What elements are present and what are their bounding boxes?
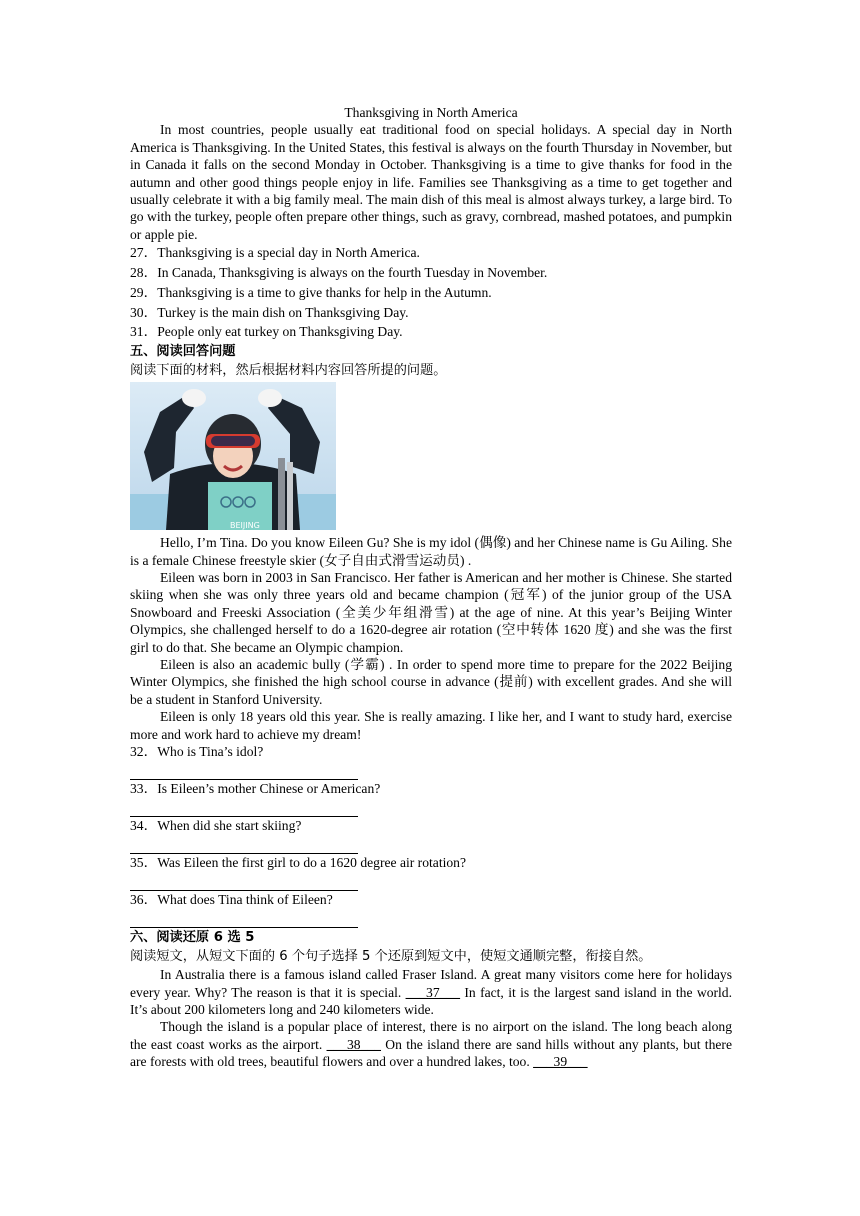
question-text: What does Tina think of Eileen?: [157, 892, 333, 908]
statement-item: [130, 303, 732, 323]
question-item: [130, 891, 732, 909]
statement-item: [130, 243, 732, 263]
text-segment: In Australia there is a famous island called Fraser Island. A great many visitors come here for holidays every year. Why? The reason is that it is special.: [130, 967, 732, 1000]
passage-paragraph: [130, 1018, 732, 1070]
text-segment: On the island there are sand hills without any plants, but there are forests with old trees, beautiful flowers and over a hundred lakes, too.: [130, 1036, 732, 1070]
statement-number: 28．: [130, 265, 158, 281]
skier-photo: [130, 382, 336, 530]
statement-text: In Canada, Thanksgiving is always on the fourth Tuesday in November.: [157, 265, 548, 281]
answer-line[interactable]: [130, 798, 358, 817]
passage-paragraph: In most countries, people usually eat traditional food on special holidays. A special day in North America is Thanksgiving. In the United States, this festival is always on the fourth Thursday in November, but in Canada it falls on the second Monday in October. Thanksgiving is a time to give thanks for food in the autumn and other good things people enjoy in life. Families see Thanksgiving as a time to get together and usually celebrate it with a big family meal. The main dish of this meal is almost always turkey, a large bird. To go with the turkey, people often prepare other things, such as gravy, cornbread, mashed potatoes, and pumpkin or apple pie.: [130, 122, 732, 242]
photo-caption: BEIJING: [230, 521, 260, 531]
statement-text: Thanksgiving is a special day in North America.: [157, 245, 420, 261]
worksheet-page: [130, 104, 732, 1071]
question-item: [130, 817, 732, 835]
statement-text: Thanksgiving is a time to give thanks for help in the Autumn.: [157, 284, 492, 300]
blank-38[interactable]: ___38___: [326, 1036, 381, 1052]
passage-paragraph: Hello, I’m Tina. Do you know Eileen Gu? She is my idol (偶像) and her Chinese name is Gu Ailing. She is a female Chinese freestyle skier (女子自由式滑雪运动员) .: [130, 535, 732, 568]
true-false-list: [130, 243, 732, 342]
passage-paragraph: Eileen was born in 2003 in San Francisco. Her father is American and her mother is Chinese. She started skiing when she was only three years old and became champion (冠军) of the junior group of the USA Snowboard and Freeski Association (全美少年组滑雪) at the age of nine. At this year’s Beijing Winter Olympics, she challenged herself to do a 1620-degree air rotation (空中转体 1620 度) and she was the first girl to do that. She became an Olympic champion.: [130, 570, 732, 655]
question-number: 34．: [130, 818, 158, 834]
text-segment: In fact, it is the largest sand island in the world. It’s about 200 kilometers long and 240 kilometers wide.: [130, 984, 732, 1017]
statement-number: 31．: [130, 324, 158, 340]
passage-title: Thanksgiving in North America: [344, 105, 518, 120]
question-text: Who is Tina’s idol?: [157, 744, 264, 760]
question-list: [130, 743, 732, 928]
statement-text: People only eat turkey on Thanksgiving Day.: [157, 324, 403, 340]
text-segment: Though the island is a popular place of interest, there is no airport on the island. The long beach along the east coast works as the airport.: [130, 1019, 732, 1052]
answer-line[interactable]: [130, 909, 358, 928]
statement-text: Turkey is the main dish on Thanksgiving Day.: [157, 304, 409, 320]
question-text: Was Eileen the first girl to do a 1620 degree air rotation?: [157, 855, 467, 871]
statement-number: 27．: [130, 245, 158, 261]
statement-item: [130, 263, 732, 283]
question-item: [130, 854, 732, 872]
question-item: [130, 780, 732, 798]
section-heading: 五、阅读回答问题: [130, 344, 236, 360]
answer-line[interactable]: [130, 872, 358, 891]
statement-number: 30．: [130, 304, 158, 320]
section-heading: 六、阅读还原 6 选 5: [130, 930, 255, 946]
question-number: 35．: [130, 855, 158, 871]
section-instruction: 阅读短文，从短文下面的 6 个句子选择 5 个还原到短文中，使短文通顺完整，衔接自然。: [130, 949, 652, 965]
passage-paragraph: Eileen is only 18 years old this year. She is really amazing. I like her, and I want to study hard, exercise more and work hard to achieve my dream!: [130, 709, 732, 742]
blank-37[interactable]: ___37___: [405, 984, 461, 1000]
statement-item: [130, 283, 732, 303]
section-instruction: 阅读下面的材料，然后根据材料内容回答所提的问题。: [130, 363, 447, 379]
question-number: 36．: [130, 892, 158, 908]
statement-item: [130, 322, 732, 342]
question-item: [130, 743, 732, 761]
answer-line[interactable]: [130, 835, 358, 854]
answer-line[interactable]: [130, 761, 358, 780]
passage-paragraph: Eileen is also an academic bully (学霸) . In order to spend more time to prepare for the 2022 Beijing Winter Olympics, she finished the high school course in advance (提前) with excellent grades. And she will be a student in Stanford University.: [130, 657, 732, 707]
question-text: Is Eileen’s mother Chinese or American?: [157, 781, 381, 797]
statement-number: 29．: [130, 284, 158, 300]
passage-paragraph: [130, 966, 732, 1018]
question-text: When did she start skiing?: [157, 818, 302, 834]
question-number: 33．: [130, 781, 158, 797]
blank-39[interactable]: ___39___: [533, 1054, 588, 1070]
question-number: 32．: [130, 744, 158, 760]
